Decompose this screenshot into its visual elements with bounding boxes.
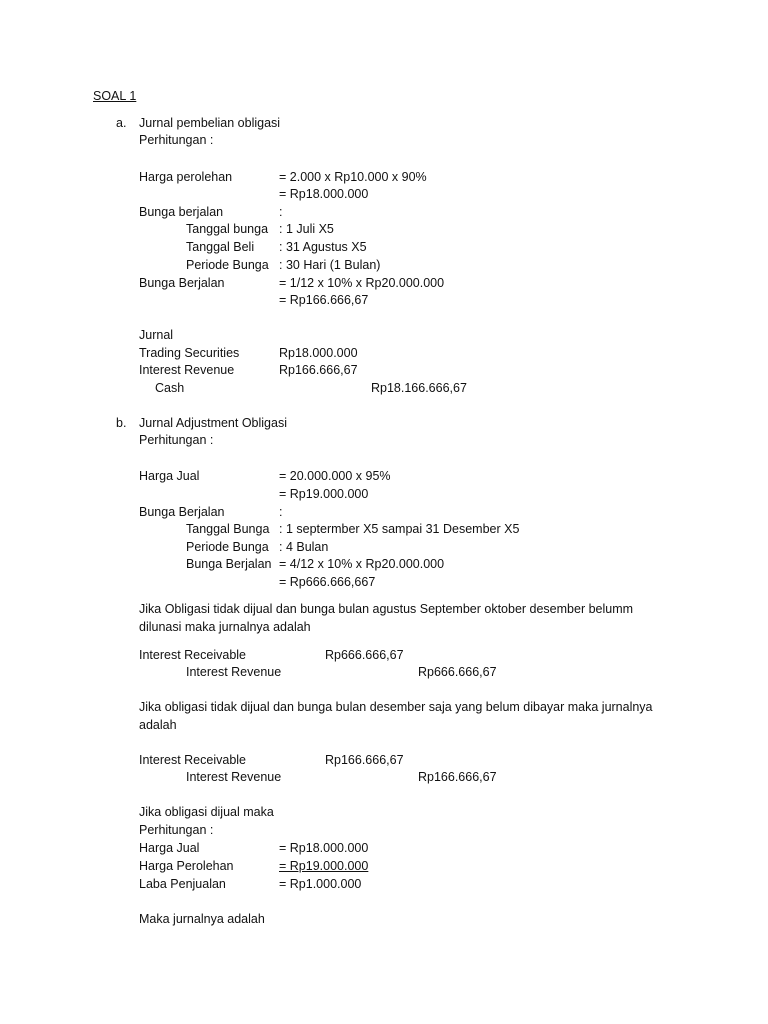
section-b-marker: b. — [116, 416, 127, 430]
bunga-berjalan-colon: : — [279, 505, 283, 519]
journal-account: Cash — [155, 381, 185, 395]
journal-debit: Rp666.666,67 — [325, 648, 404, 662]
journal-credit: Rp666.666,67 — [418, 665, 497, 679]
harga-jual-result: = Rp19.000.000 — [279, 487, 369, 501]
tanggal-beli-value: : 31 Agustus X5 — [279, 240, 367, 254]
section-b-perhitungan: Perhitungan : — [139, 433, 214, 447]
harga-perolehan-result: = Rp18.000.000 — [279, 187, 369, 201]
tanggal-beli-label: Tanggal Beli — [186, 240, 255, 254]
bunga-berjalan2-calc: = 1/12 x 10% x Rp20.000.000 — [279, 276, 445, 290]
section-a-perhitungan: Perhitungan : — [139, 133, 214, 147]
case2-text-line2: adalah — [139, 718, 177, 732]
tanggal-bunga-label: Tanggal bunga — [186, 222, 269, 236]
harga-jual-calc: = 20.000.000 x 95% — [279, 469, 391, 483]
case3-perhitungan: Perhitungan : — [139, 823, 214, 837]
journal-account: Interest Revenue — [186, 770, 282, 784]
journal-debit: Rp18.000.000 — [279, 346, 358, 360]
periode-bunga-value: : 4 Bulan — [279, 540, 329, 554]
calc-value: = Rp18.000.000 — [279, 841, 369, 855]
tanggal-bunga-value: : 1 septermber X5 sampai 31 Desember X5 — [279, 522, 520, 536]
journal-account: Trading Securities — [139, 346, 240, 360]
bunga-berjalan-label: Bunga Berjalan — [139, 505, 225, 519]
bunga-berjalan2-result: = Rp666.666,667 — [279, 575, 376, 589]
harga-perolehan-calc: = 2.000 x Rp10.000 x 90% — [279, 170, 427, 184]
periode-bunga-label: Periode Bunga — [186, 258, 269, 272]
journal-debit: Rp166.666,67 — [325, 753, 404, 767]
bunga-berjalan-label: Bunga berjalan — [139, 205, 224, 219]
case1-text-line2: dilunasi maka jurnalnya adalah — [139, 620, 311, 634]
calc-label: Harga Perolehan — [139, 859, 234, 873]
journal-credit: Rp166.666,67 — [418, 770, 497, 784]
calc-label: Laba Penjualan — [139, 877, 226, 891]
section-b-heading: Jurnal Adjustment Obligasi — [139, 416, 287, 430]
journal-credit: Rp18.166.666,67 — [371, 381, 467, 395]
journal-account: Interest Receivable — [139, 648, 247, 662]
harga-jual-label: Harga Jual — [139, 469, 200, 483]
section-a-marker: a. — [116, 116, 127, 130]
harga-perolehan-label: Harga perolehan — [139, 170, 233, 184]
bunga-berjalan2-result: = Rp166.666,67 — [279, 293, 369, 307]
bunga-berjalan2-calc: = 4/12 x 10% x Rp20.000.000 — [279, 557, 445, 571]
calc-value: = Rp19.000.000 — [279, 859, 369, 873]
periode-bunga-label: Periode Bunga — [186, 540, 269, 554]
section-a-heading: Jurnal pembelian obligasi — [139, 116, 281, 130]
periode-bunga-value: : 30 Hari (1 Bulan) — [279, 258, 381, 272]
journal-account: Interest Receivable — [139, 753, 247, 767]
case3-text: Jika obligasi dijual maka — [139, 805, 274, 819]
bunga-berjalan2-label: Bunga Berjalan — [186, 557, 272, 571]
journal-account: Interest Revenue — [139, 363, 235, 377]
bunga-berjalan-colon: : — [279, 205, 283, 219]
journal-account: Interest Revenue — [186, 665, 282, 679]
calc-label: Harga Jual — [139, 841, 200, 855]
journal-debit: Rp166.666,67 — [279, 363, 358, 377]
jurnal-label: Jurnal — [139, 328, 174, 342]
closing-text: Maka jurnalnya adalah — [139, 912, 265, 926]
case2-text-line1: Jika obligasi tidak dijual dan bunga bulan desember saja yang belum dibayar maka jurnalnya — [139, 700, 653, 714]
tanggal-bunga-label: Tanggal Bunga — [186, 522, 270, 536]
bunga-berjalan2-label: Bunga Berjalan — [139, 276, 225, 290]
case1-text-line1: Jika Obligasi tidak dijual dan bunga bulan agustus September oktober desember belumm — [139, 602, 634, 616]
calc-value: = Rp1.000.000 — [279, 877, 362, 891]
tanggal-bunga-value: : 1 Juli X5 — [279, 222, 334, 236]
page-title: SOAL 1 — [93, 89, 137, 103]
